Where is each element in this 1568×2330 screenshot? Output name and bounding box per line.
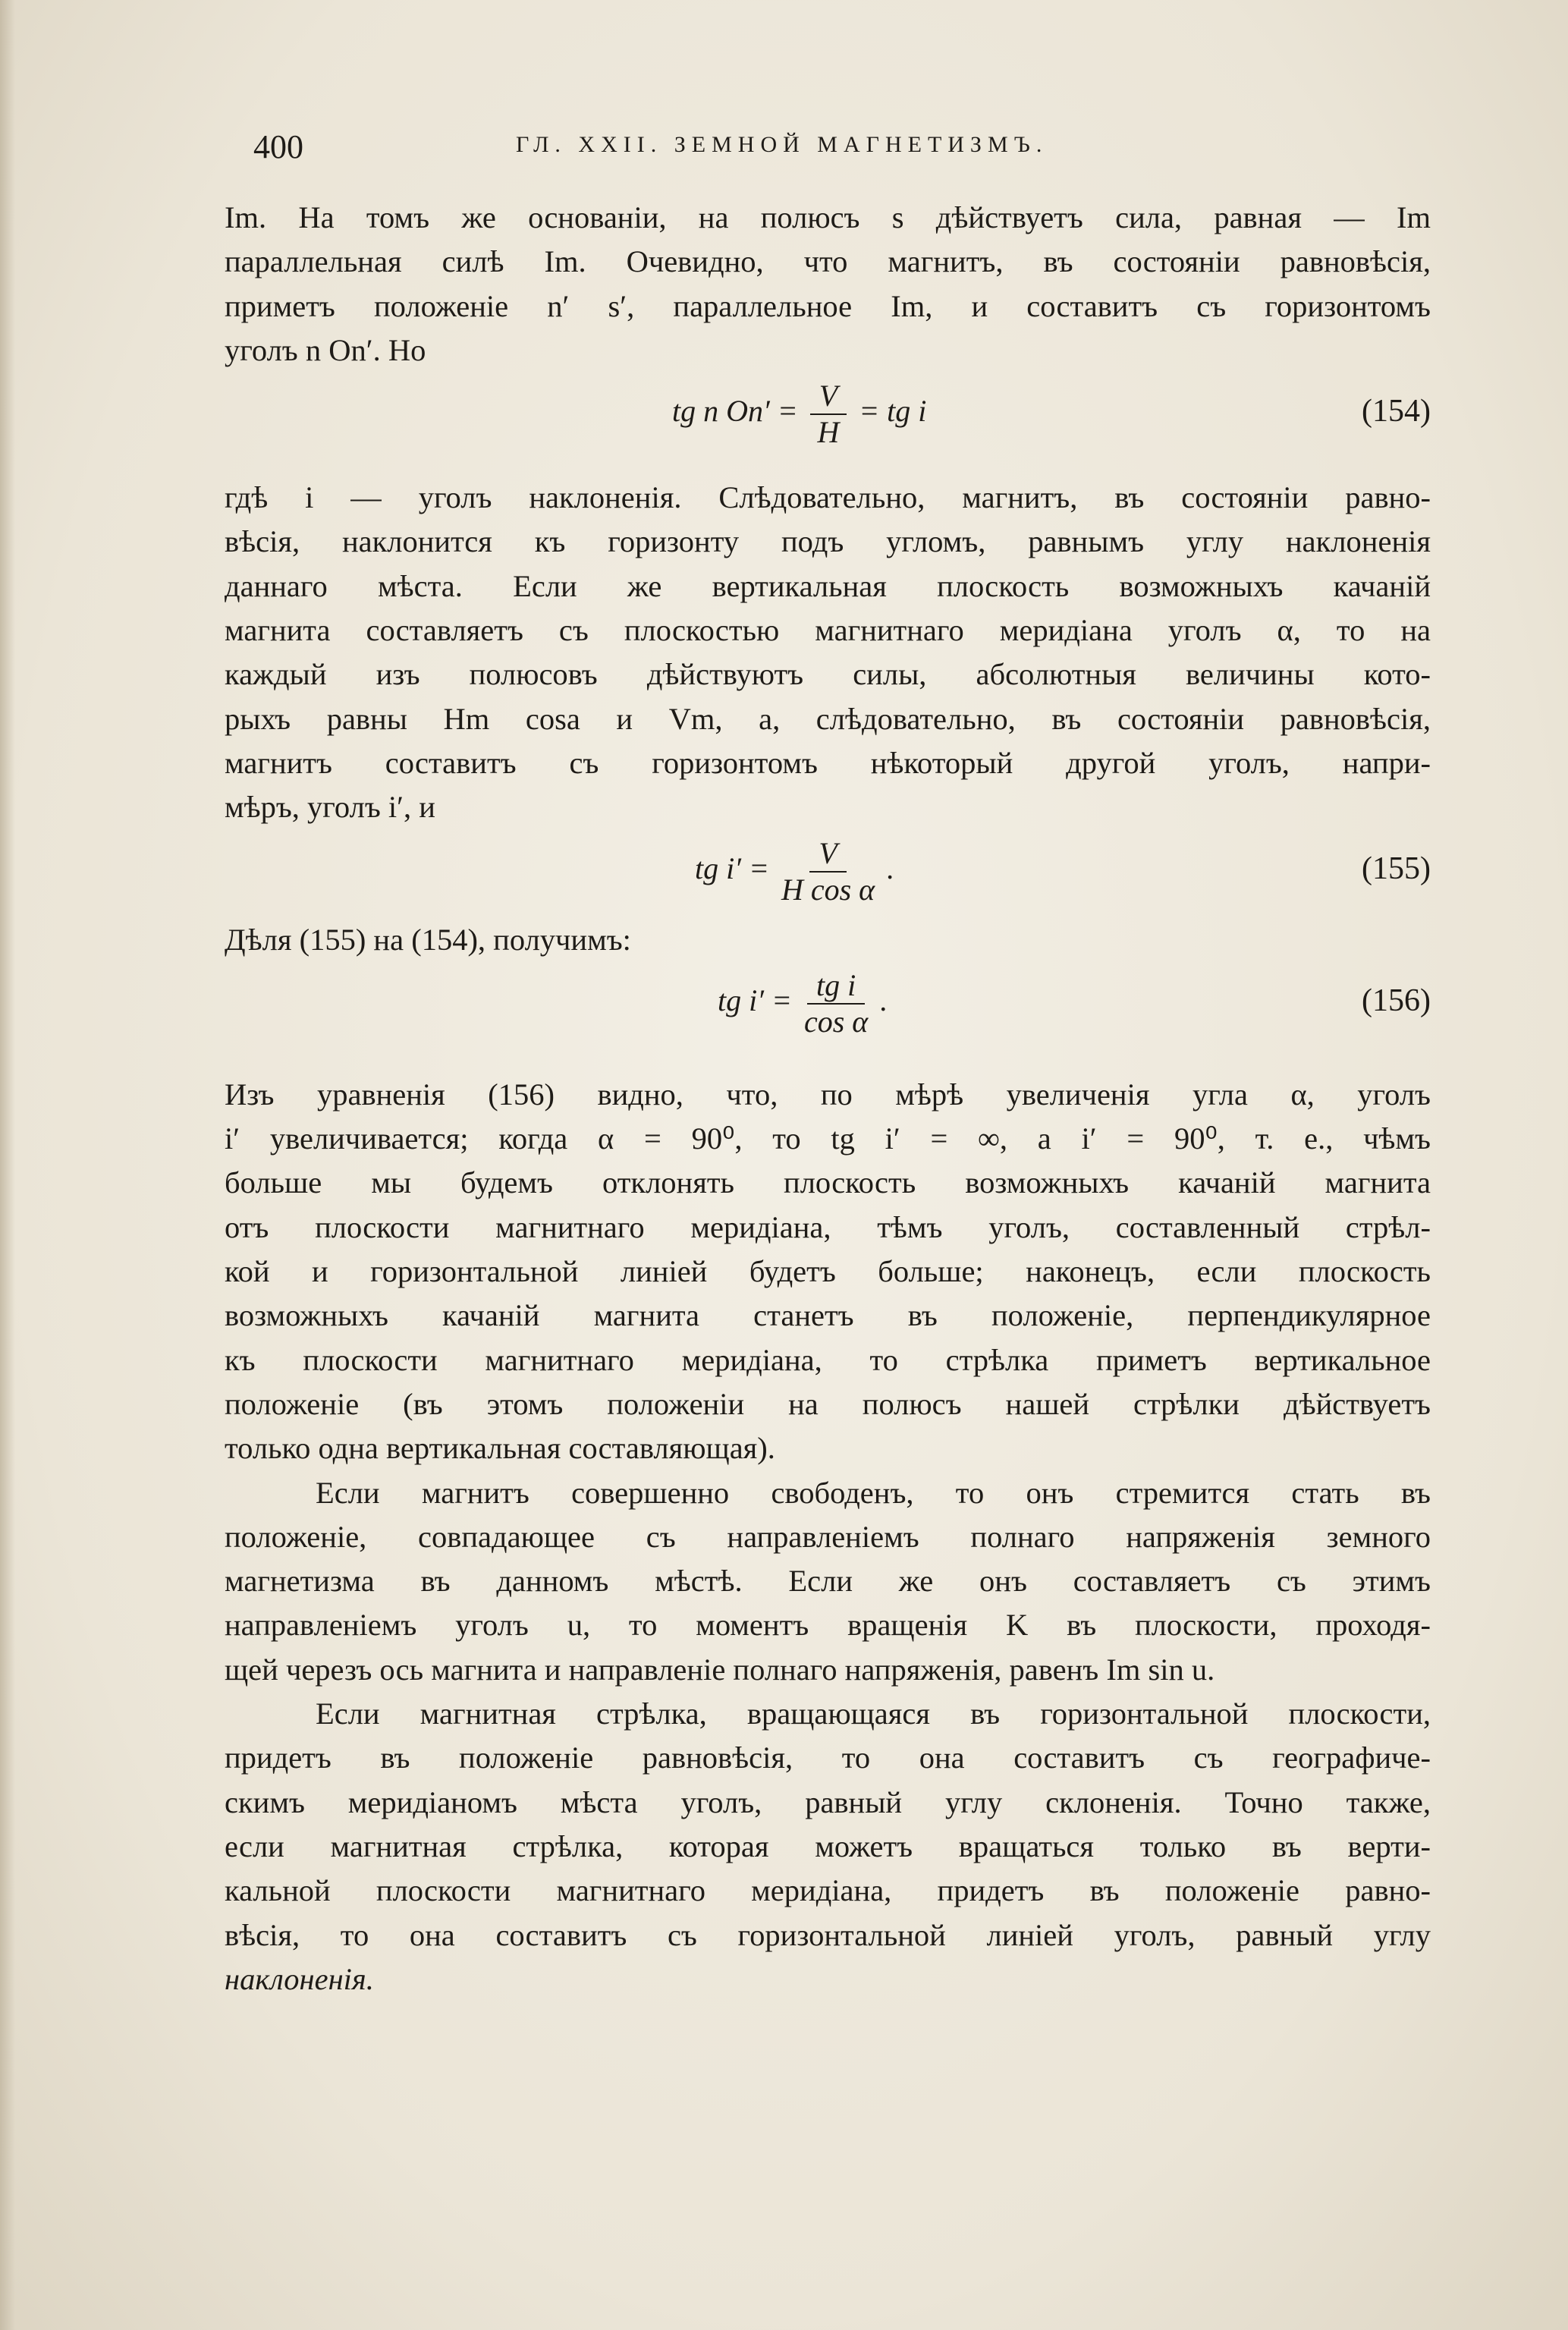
fraction <box>804 968 868 1039</box>
equation-155 <box>225 830 1431 918</box>
text-line: только одна вертикальная составляющая). <box>225 1431 775 1466</box>
text-line: магнетизма въ данномъ мѣстѣ. Если же онъ составляетъ съ этимъ <box>225 1564 1431 1599</box>
text-line: каждый изъ полюсовъ дѣйствуютъ силы, абсолютныя величины кото- <box>225 657 1431 692</box>
text-line: i′ увеличивается; когда α = 90⁰, то tg i′ = ∞, а i′ = 90⁰, т. е., чѣмъ <box>225 1121 1431 1156</box>
text-line: если магнитная стрѣлка, которая можетъ вращаться только въ верти- <box>225 1828 1431 1863</box>
text-line: даннаго мѣста. Если же вертикальная плоскость возможныхъ качаній <box>225 568 1431 603</box>
equation-rhs: = tg i <box>859 394 927 429</box>
equation-number: (156) <box>1362 983 1431 1018</box>
running-head: ГЛ. XXII. ЗЕМНОЙ МАГНЕТИЗМЪ. <box>516 132 1048 157</box>
equation-154 <box>225 373 1431 461</box>
equation-lhs: tg n On′ = <box>672 394 798 429</box>
fraction-numerator: V <box>809 836 846 873</box>
text-line: гдѣ i — уголъ наклоненія. Слѣдовательно, магнитъ, въ состояніи равно- <box>225 480 1431 515</box>
text-line: вѣсія, наклонится къ горизонту подъ угломъ, равнымъ углу наклоненія <box>225 524 1431 559</box>
text-line: больше мы будемъ отклонять плоскость возможныхъ качаній магнита <box>225 1165 1431 1200</box>
text-line: параллельная силѣ Im. Очевидно, что магнитъ, въ состояніи равновѣсія, <box>225 244 1431 279</box>
equation-formula <box>672 379 926 450</box>
fraction-numerator: V <box>810 379 847 415</box>
fraction <box>781 836 875 907</box>
equation-number: (154) <box>1362 394 1431 429</box>
text-line: положеніе, совпадающее съ направленіемъ полнаго напряженія земного <box>225 1519 1431 1554</box>
fraction-denominator: H cos α <box>781 872 875 907</box>
equation-lhs: tg i′ = <box>718 983 792 1018</box>
equation-tail: . <box>880 983 888 1018</box>
text-line: приметъ положеніе n′ s′, параллельное Im, и составитъ съ горизонтомъ <box>225 288 1431 323</box>
text-line: придетъ въ положеніе равновѣсія, то она составитъ съ географиче- <box>225 1740 1431 1775</box>
text-line: магнитъ составитъ съ горизонтомъ нѣкоторый другой уголъ, напри- <box>225 745 1431 780</box>
equation-156 <box>225 962 1431 1050</box>
text-line: скимъ меридіаномъ мѣста уголъ, равный углу склоненія. Точно также, <box>225 1784 1431 1819</box>
fraction-denominator: cos α <box>803 1004 869 1039</box>
equation-formula <box>695 836 894 907</box>
fraction-numerator: tg i <box>807 968 865 1005</box>
text-line: къ плоскости магнитнаго меридіана, то стрѣлка приметъ вертикальное <box>225 1342 1431 1377</box>
text-line: кой и горизонтальной линіей будетъ больше; наконецъ, если плоскость <box>225 1254 1431 1289</box>
text-line: Если магнитная стрѣлка, вращающаяся въ горизонтальной плоскости, <box>316 1696 1431 1731</box>
text-line: Дѣля (155) на (154), получимъ: <box>225 922 631 957</box>
text-line: уголъ n On′. Но <box>225 332 426 367</box>
fraction-denominator: H <box>817 415 840 450</box>
equation-tail: . <box>887 851 895 885</box>
equation-number: (155) <box>1362 851 1431 886</box>
text-line: кальной плоскости магнитнаго меридіана, придетъ въ положеніе равно- <box>225 1873 1431 1908</box>
fraction <box>810 379 847 450</box>
text-line: вѣсія, то она составитъ съ горизонтальной линіей уголъ, равный углу <box>225 1917 1431 1952</box>
text-line: отъ плоскости магнитнаго меридіана, тѣмъ уголъ, составленный стрѣл- <box>225 1209 1431 1244</box>
text-line: направленіемъ уголъ u, то моментъ вращенія K въ плоскости, проходя- <box>225 1608 1431 1643</box>
text-line: Изъ уравненія (156) видно, что, по мѣрѣ увеличенія угла α, уголъ <box>225 1077 1431 1112</box>
page-header <box>0 127 1568 173</box>
text-line: Если магнитъ совершенно свободенъ, то онъ стремится стать въ <box>316 1475 1431 1510</box>
book-spine-shadow <box>0 0 15 2330</box>
equation-lhs: tg i′ = <box>695 851 769 885</box>
page-number: 400 <box>253 128 303 165</box>
body-text <box>225 196 1431 2001</box>
text-line: мѣръ, уголъ i′, и <box>225 790 435 825</box>
text-line: наклоненія. <box>225 1961 374 1996</box>
equation-formula <box>718 968 888 1039</box>
text-line: Im. На томъ же основаніи, на полюсъ s дѣйствуетъ сила, равная — Im <box>225 200 1431 234</box>
text-line: рыхъ равны Hm cosa и Vm, а, слѣдовательно, въ состояніи равновѣсія, <box>225 701 1431 736</box>
text-line: возможныхъ качаній магнита станетъ въ положеніе, перпендикулярное <box>225 1298 1431 1333</box>
text-line: магнита составляетъ съ плоскостью магнитнаго меридіана уголъ α, то на <box>225 613 1431 648</box>
text-line: щей черезъ ось магнита и направленіе полнаго напряженія, равенъ Im sin u. <box>225 1652 1215 1687</box>
text-line: положеніе (въ этомъ положеніи на полюсъ нашей стрѣлки дѣйствуетъ <box>225 1386 1431 1421</box>
